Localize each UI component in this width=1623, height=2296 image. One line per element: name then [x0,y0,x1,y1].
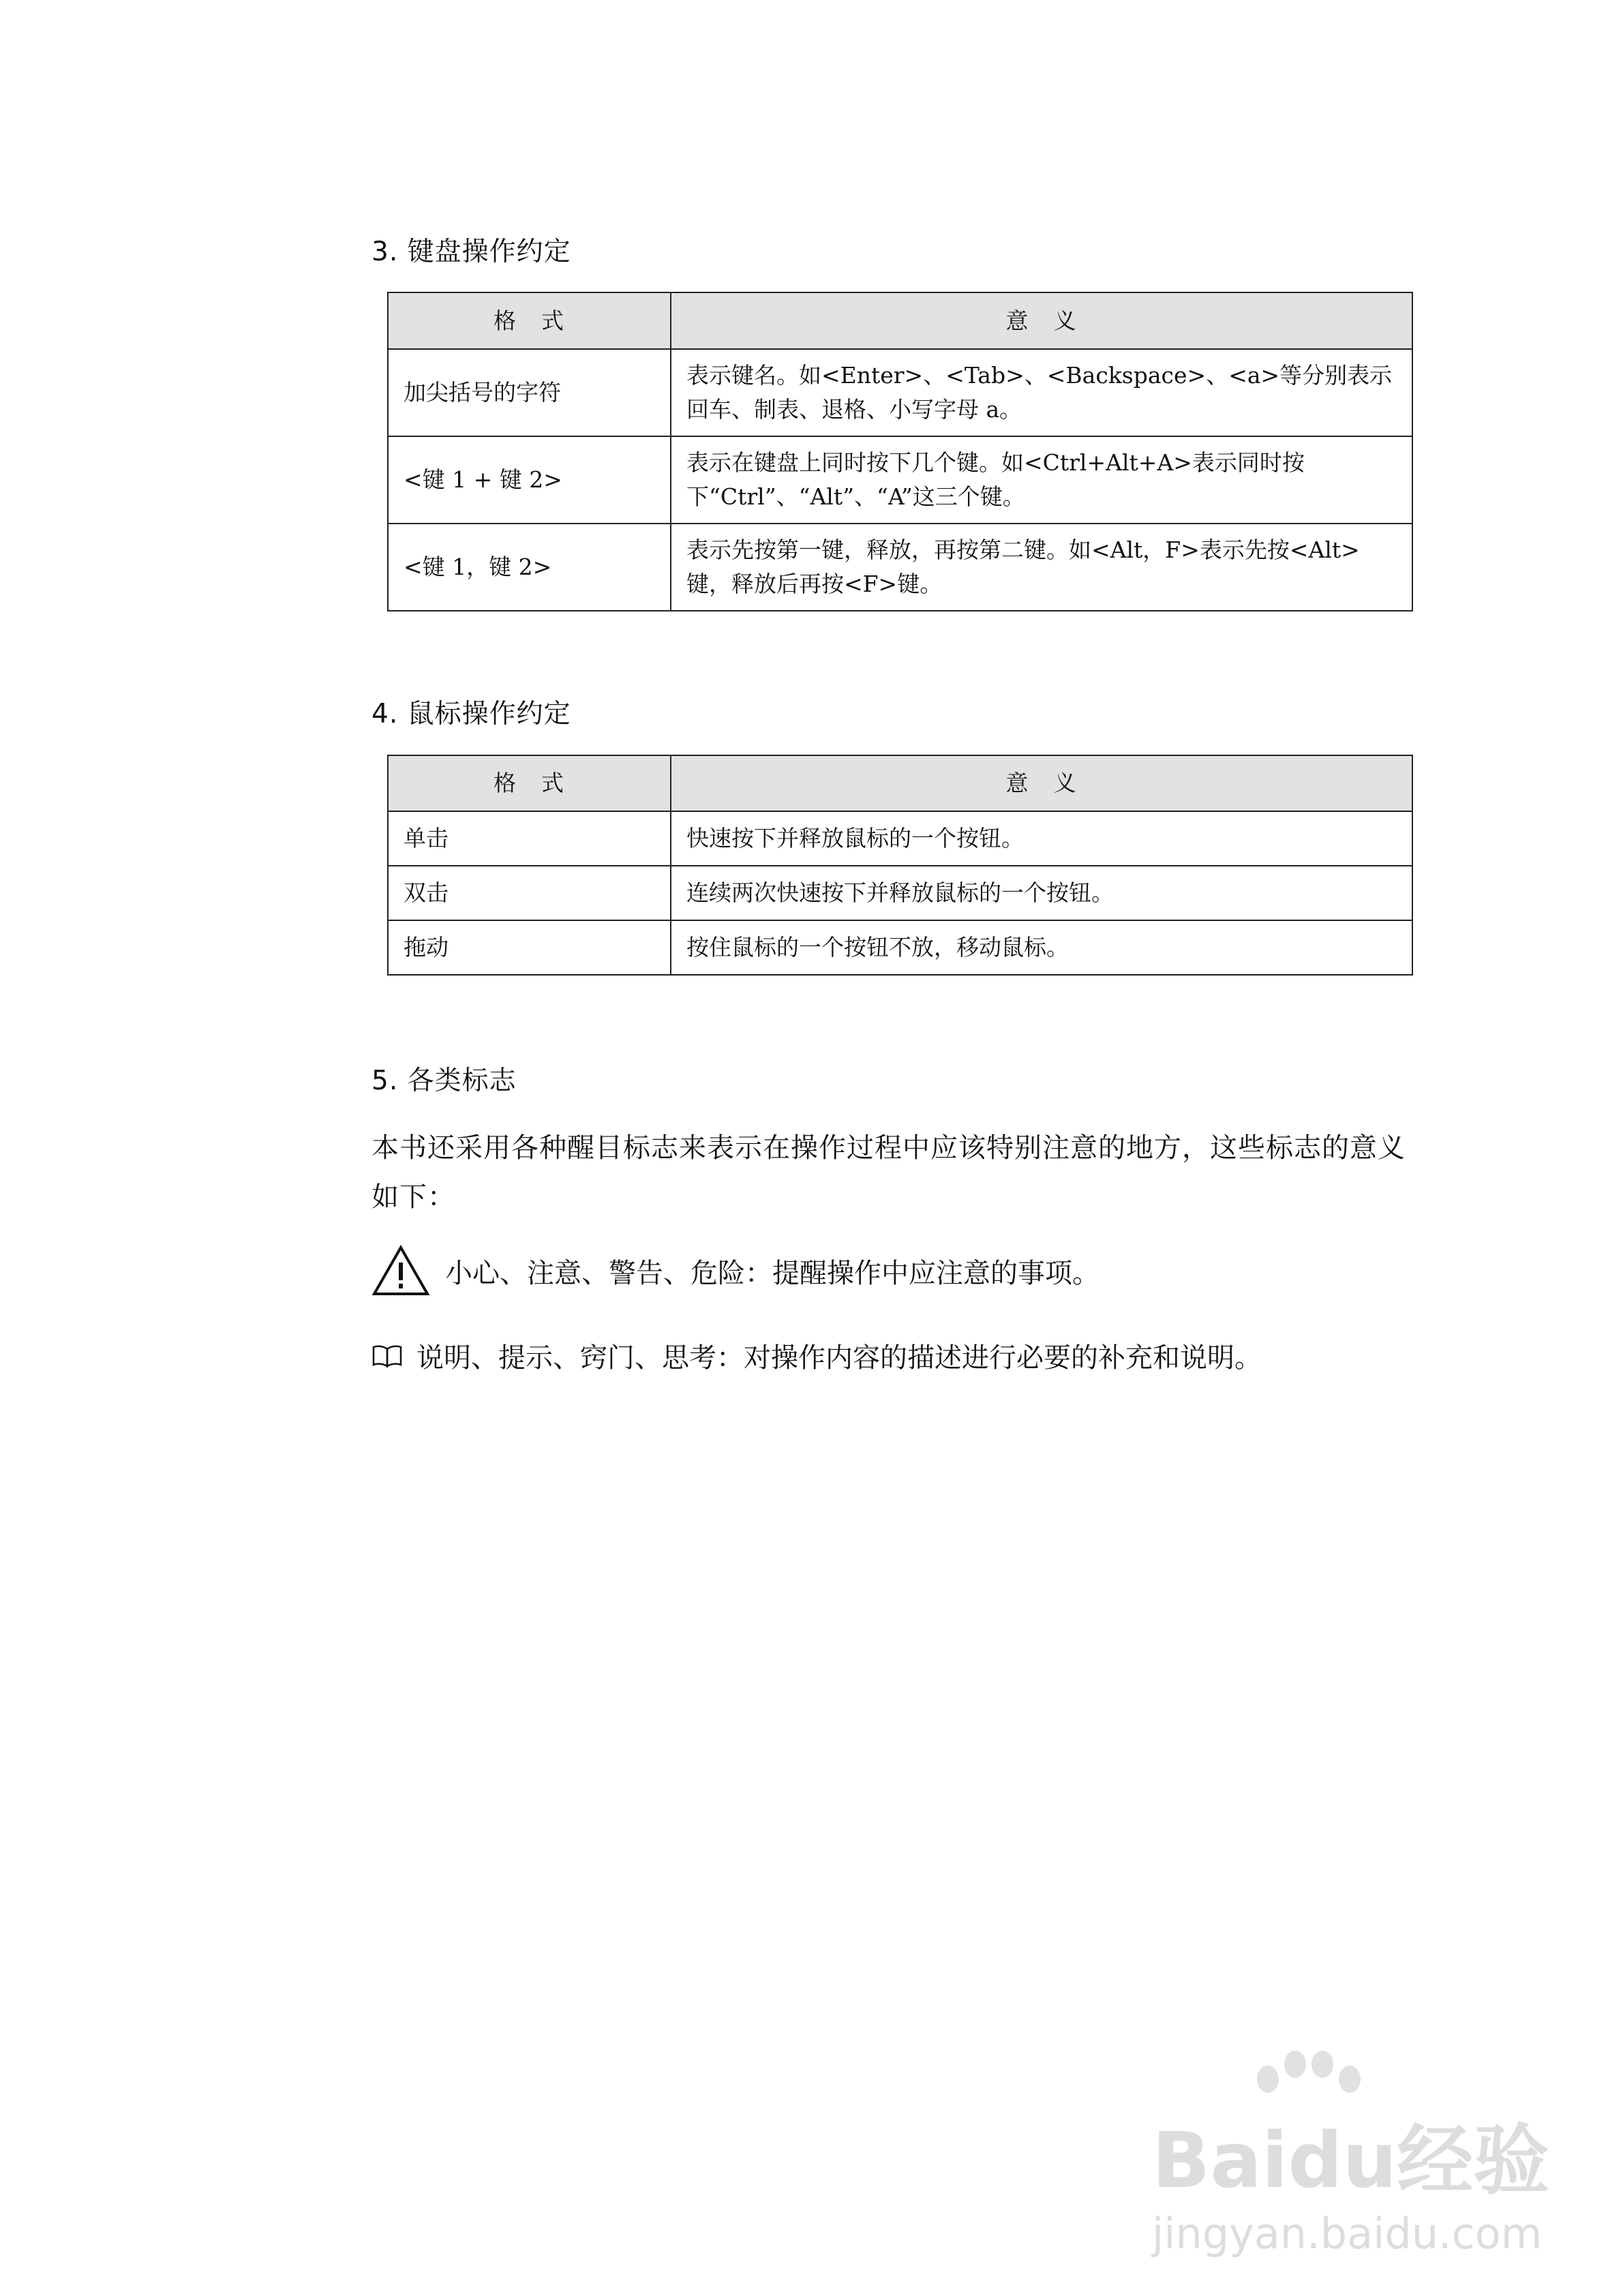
column-header-format: 格 式 [388,292,671,349]
table-header-row [388,292,1412,349]
table-row [388,436,1412,524]
open-book-icon [371,1344,403,1368]
caution-label: 小心、注意、警告、危险 [445,1257,745,1289]
info-label: 说明、提示、窍门、思考 [416,1342,716,1374]
mouse-section-title: 4. 鼠标操作约定 [371,699,571,729]
meaning-cell: 表示先按第一键，释放，再按第二键。如<Alt，F>表示先按<Alt>键，释放后再按<F>键。 [671,524,1412,611]
keyboard-section-title: 3. 键盘操作约定 [371,237,571,267]
format-cell: <键 1 + 键 2> [388,436,671,524]
format-cell: 加尖括号的字符 [388,349,671,436]
meaning-cell: 表示在键盘上同时按下几个键。如<Ctrl+Alt+A>表示同时按下“Ctrl”、“Alt”、“A”这三个键。 [671,436,1412,524]
table-row [388,349,1412,436]
column-header-meaning: 意 义 [671,755,1412,811]
table-row [388,811,1412,866]
table-row [388,866,1412,920]
format-cell: <键 1，键 2> [388,524,671,611]
watermark-url: jingyan.baidu.com [1152,2209,1543,2259]
meaning-cell: 连续两次快速按下并释放鼠标的一个按钮。 [671,866,1412,920]
caution-description: ：提醒操作中应注意的事项。 [745,1257,1099,1289]
column-header-format: 格 式 [388,755,671,811]
format-cell: 拖动 [388,920,671,975]
table-row [388,920,1412,975]
signs-intro-paragraph: 本书还采用各种醒目标志来表示在操作过程中应该特别注意的地方，这些标志的意义如下： [371,1132,1406,1213]
table-row [388,524,1412,611]
table-header-row [388,755,1412,811]
meaning-cell: 按住鼠标的一个按钮不放，移动鼠标。 [671,920,1412,975]
meaning-cell: 表示键名。如<Enter>、<Tab>、<Backspace>、<a>等分别表示回车、制表、退格、小写字母 a。 [671,349,1412,436]
caution-note [371,1245,1099,1297]
watermark-brand: Baidu经验 [1152,2117,1550,2205]
warning-triangle-icon [371,1245,430,1297]
format-cell: 双击 [388,866,671,920]
info-description: ：对操作内容的描述进行必要的补充和说明。 [716,1342,1262,1374]
keyboard-conventions-table [387,292,1413,611]
mouse-conventions-table [387,755,1413,976]
meaning-cell: 快速按下并释放鼠标的一个按钮。 [671,811,1412,866]
format-cell: 单击 [388,811,671,866]
signs-section-title: 5. 各类标志 [371,1066,517,1096]
info-note [371,1336,1262,1375]
column-header-meaning: 意 义 [671,292,1412,349]
paw-icon [1241,2045,1377,2106]
